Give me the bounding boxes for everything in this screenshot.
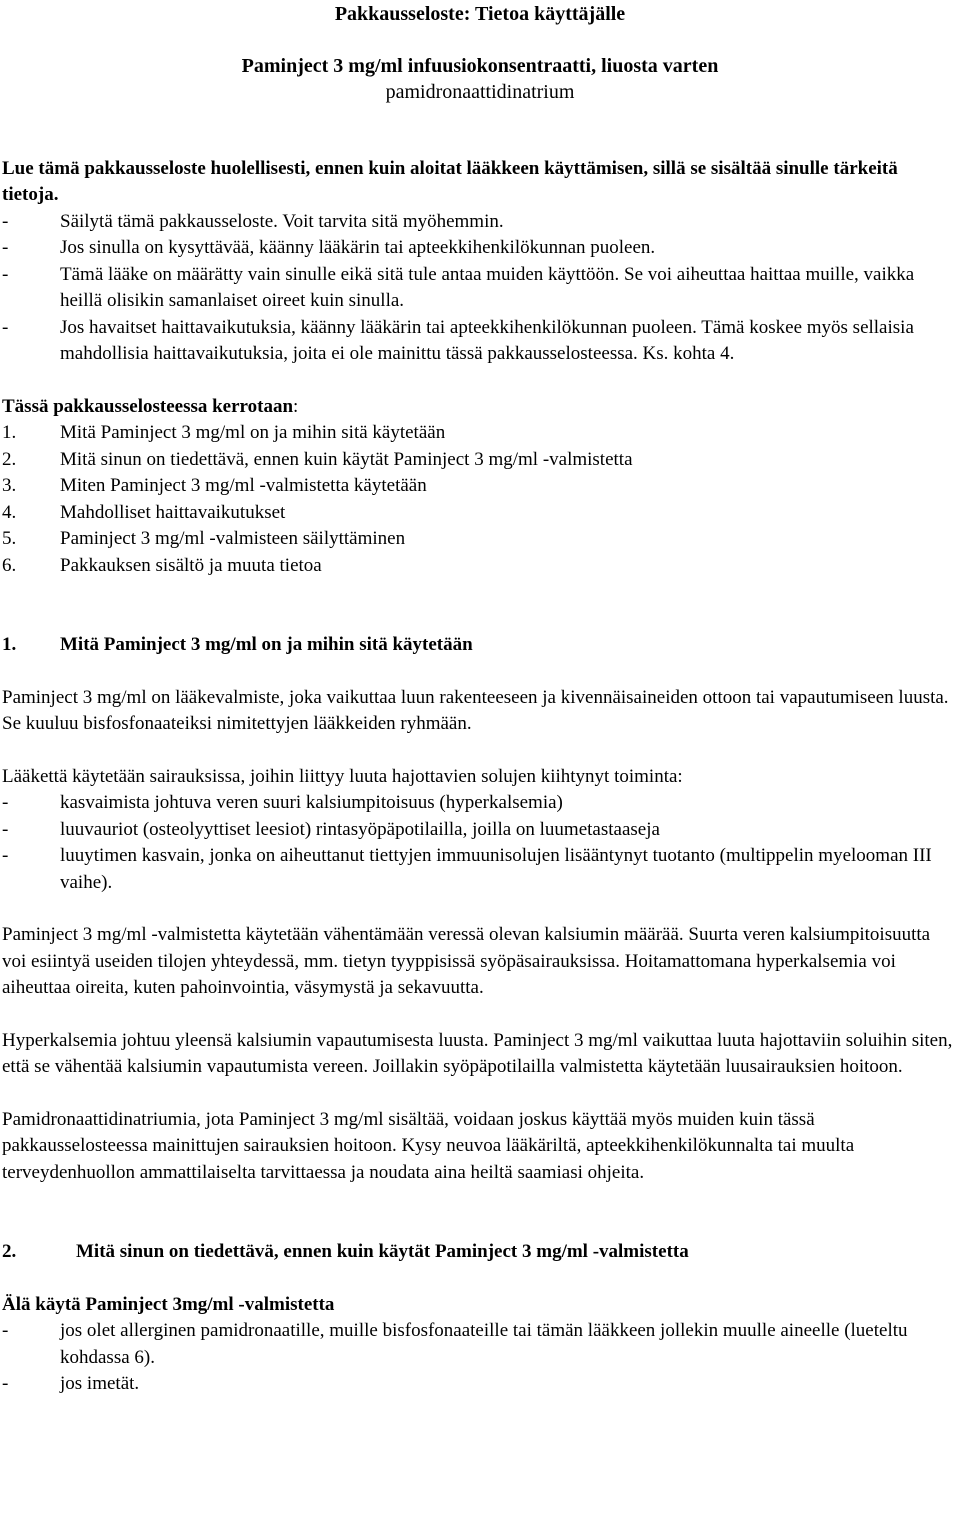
- toc-item-number: 1.: [2, 422, 17, 443]
- section1-paragraph: Lääkettä käytetään sairauksissa, joihin liittyy luuta hajottavien solujen kiihtynyt toiminta:: [2, 765, 683, 787]
- toc-item: [2, 447, 958, 474]
- section2-number: 2.: [2, 1241, 17, 1262]
- page-title: Pakkausseloste: Tietoa käyttäjälle: [334, 3, 626, 25]
- toc-item: [2, 420, 958, 447]
- contraindications-heading: Älä käytä Paminject 3mg/ml -valmistetta: [2, 1293, 335, 1315]
- toc-item-number: 2.: [2, 448, 17, 470]
- section1-paragraph: Paminject 3 mg/ml on lääkevalmiste, joka vaikuttaa luun rakenteeseen ja kivennäisaineiden ottoon tai vapautumiseen luusta. Se kuuluu bisfosfonaateiksi nimitettyjen lääkkeiden ryhmään.: [2, 686, 949, 734]
- toc-item-text: Mahdolliset haittavaikutukset: [60, 501, 286, 523]
- toc-heading-suffix: :: [293, 395, 299, 417]
- section1-paragraph: Pamidronaattidinatriumia, jota Paminject 3 mg/ml sisältää, voidaan joskus käyttää myös muiden kuin tässä pakkausselosteessa mainittujen sairauksien hoitoon. Kysy neuvoa lääkäriltä, apteekkihenkilökunnalta tai muulta terveydenhuollon ammattilaiselta tarvittaessa ja noudata aina heiltä saamiasi ohjeita.: [2, 1108, 855, 1183]
- toc-item-number: 4.: [2, 501, 17, 523]
- section1-paragraph: Paminject 3 mg/ml -valmistetta käytetään vähentämään veressä olevan kalsiumin määrää. Suurta veren kalsiumpitoisuutta voi esiintyä useiden tilojen yhteydessä, mm. tietyn tyyppisissä syöpäsairauksissa. Hoitamattomana hyperkalsemia voi aiheuttaa oireita, kuten pahoinvointia, väsymystä ja sekavuutta.: [2, 924, 931, 998]
- section1-paragraph: Hyperkalsemia johtuu yleensä kalsiumin vapautumisesta luusta. Paminject 3 mg/ml vaikuttaa luuta hajottaviin soluihin siten, että se vähentää kalsiumin vapautumista vereen. Joillakin syöpäpotilailla valmistetta käytetään luusairauksien hoitoon.: [2, 1029, 953, 1077]
- toc-heading-text: Tässä pakkausselosteessa kerrotaan: [2, 395, 294, 417]
- toc-item-number: 3.: [2, 475, 17, 496]
- product-name: Paminject 3 mg/ml infuusiokonsentraatti, liuosta varten: [241, 54, 719, 77]
- toc-item-text: Paminject 3 mg/ml -valmisteen säilyttäminen: [60, 528, 406, 549]
- toc-heading: [2, 394, 958, 421]
- intro-bullet: - Jos havaitset haittavaikutuksia, käänny lääkärin tai apteekkihenkilökunnan puoleen. Tämä koskee myös sellaisia mahdollisia haittavaikutuksia, joita ei ole mainittu tässä pakkausselosteessa. Ks. kohta 4.: [2, 315, 958, 368]
- contraindication-item: - jos olet allerginen pamidronaatille, muille bisfosfonaateille tai tämän lääkkeen jollekin muulle aineelle (lueteltu kohdassa 6).: [2, 1318, 958, 1371]
- toc-item: [2, 500, 958, 527]
- toc-item-number: 5.: [2, 528, 17, 549]
- intro-bullet: - Säilytä tämä pakkausseloste. Voit tarvita sitä myöhemmin.: [2, 209, 958, 236]
- active-ingredient: pamidronaattidinatrium: [385, 81, 575, 103]
- section1-number: 1.: [2, 634, 17, 655]
- toc-item-text: Mitä sinun on tiedettävä, ennen kuin käytät Paminject 3 mg/ml -valmistetta: [60, 448, 633, 470]
- section2-title: Mitä sinun on tiedettävä, ennen kuin käytät Paminject 3 mg/ml -valmistetta: [76, 1241, 689, 1262]
- section1-heading: [2, 632, 958, 659]
- indication-item: - kasvaimista johtuva veren suuri kalsiumpitoisuus (hyperkalsemia): [2, 790, 958, 817]
- toc-item-number: 6.: [2, 554, 17, 576]
- indication-item: - luuytimen kasvain, jonka on aiheuttanut tiettyjen immuunisolujen lisääntynyt tuotanto (multippelin myelooman III vaihe).: [2, 843, 958, 896]
- section1-title: Mitä Paminject 3 mg/ml on ja mihin sitä käytetään: [60, 634, 473, 655]
- indication-item: - luuvauriot (osteolyyttiset leesiot) rintasyöpäpotilailla, joilla on luumetastaaseja: [2, 817, 958, 844]
- toc-item: [2, 526, 958, 553]
- toc-item-text: Mitä Paminject 3 mg/ml on ja mihin sitä käytetään: [60, 422, 446, 443]
- toc-item: [2, 553, 958, 580]
- intro-bullet: - Jos sinulla on kysyttävää, käänny lääkärin tai apteekkihenkilökunnan puoleen.: [2, 235, 958, 262]
- toc-item-text: Miten Paminject 3 mg/ml -valmistetta käytetään: [60, 475, 427, 496]
- toc-list: [2, 420, 958, 579]
- section2-heading: [2, 1239, 958, 1266]
- contraindication-item: - jos imetät.: [2, 1371, 958, 1398]
- intro-warning: Lue tämä pakkausseloste huolellisesti, ennen kuin aloitat lääkkeen käyttämisen, sillä se sisältää sinulle tärkeitä tietoja.: [2, 157, 898, 205]
- intro-bullet: - Tämä lääke on määrätty vain sinulle eikä sitä tule antaa muiden käyttöön. Se voi aiheuttaa haittaa muille, vaikka heillä olisikin samanlaiset oireet kuin sinulla.: [2, 262, 958, 315]
- toc-item: [2, 473, 958, 500]
- indication-list: [2, 790, 958, 896]
- contraindication-list: [2, 1318, 958, 1398]
- toc-item-text: Pakkauksen sisältö ja muuta tietoa: [60, 554, 322, 576]
- intro-bullet-list: [2, 209, 958, 368]
